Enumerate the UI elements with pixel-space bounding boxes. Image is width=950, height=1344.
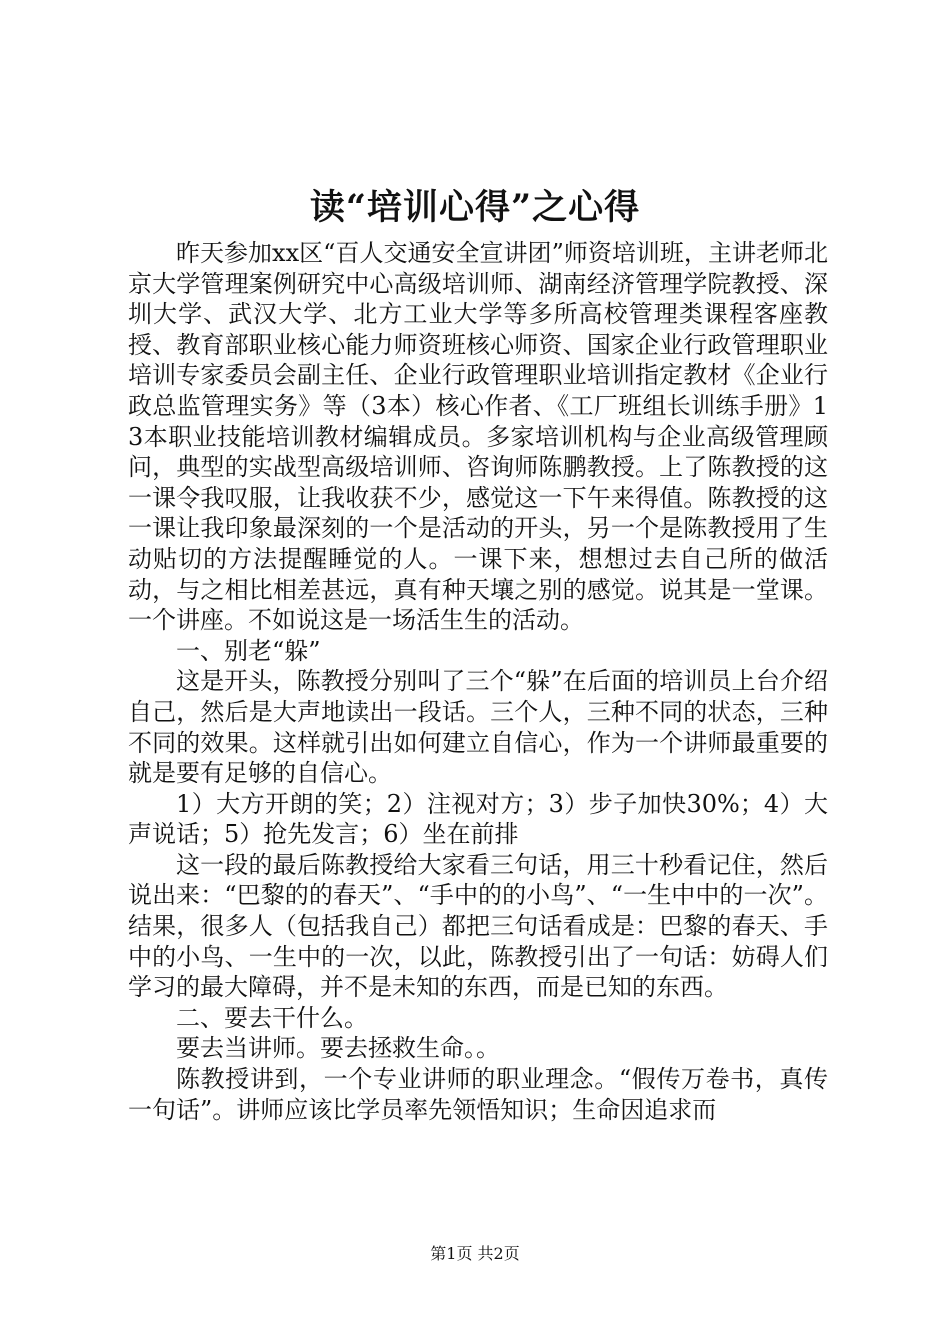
section-heading-1: 一、别老“躲” — [176, 636, 321, 665]
paragraph-intro: 昨天参加xx区“百人交通安全宣讲团”师资培训班，主讲老师北京大学管理案例研究中心高级培训师、湖南经济管理学院教授、深圳大学、武汉大学、北方工业大学等多所高校管理类课程客座教授、教育部职业核心能力师资班核心师资、国家企业行政管理职业培训专家委员会副主任、企业行政管理职业培训指定教材《企业行政总监管理实务》等（3本）核心作者、《工厂班组长训练手册》13本职业技能培训教材编辑成员。多家培训机构与企业高级管理顾问，典型的实战型高级培训师、咨询师陈鹏教授。上了陈教授的这一课令我叹服，让我收获不少，感觉这一下午来得值。陈教授的这一课让我印象最深刻的一个是活动的开头，另一个是陈教授用了生动贴切的方法提醒睡觉的人。一课下来，想想过去自己所的做活动，与之相比相差甚远，真有种天壤之别的感觉。说其是一堂课。一个讲座。不如说这是一场活生生的活动。 — [128, 239, 828, 635]
paragraph-section-1: 这是开头，陈教授分别叫了三个“躲”在后面的培训员上台介绍自己，然后是大声地读出一段话。三个人，三种不同的状态，三种不同的效果。这样就引出如何建立自信心，作为一个讲师最重要的就是要有足够的自信心。 — [128, 667, 828, 788]
page-number-footer: 第1页 共2页 — [430, 1244, 520, 1263]
paragraph-three-sentences: 这一段的最后陈教授给大家看三句话，用三十秒看记住，然后说出来：“巴黎的的春天”、“手中的的小鸟”、“一生中中的一次”。结果，很多人（包括我自己）都把三句话看成是：巴黎的春天、手中的小鸟、一生中的一次，以此，陈教授引出了一句话：妨碍人们学习的最大障碍，并不是未知的东西，而是已知的东西。 — [128, 850, 828, 1002]
paragraph-section-2: 要去当讲师。要去拯救生命。。 — [176, 1034, 500, 1063]
section-heading-2: 二、要去干什么。 — [176, 1003, 368, 1032]
document-body — [128, 238, 828, 1125]
document-title: 读“培训心得”之心得 — [309, 187, 641, 228]
paragraph-professional-idea: 陈教授讲到，一个专业讲师的职业理念。“假传万卷书，真传一句话”。讲师应该比学员率先领悟知识；生命因追求而 — [128, 1065, 828, 1124]
paragraph-list: 1）大方开朗的笑；2）注视对方；3）步子加快30%；4）大声说话；5）抢先发言；6）坐在前排 — [128, 789, 828, 849]
